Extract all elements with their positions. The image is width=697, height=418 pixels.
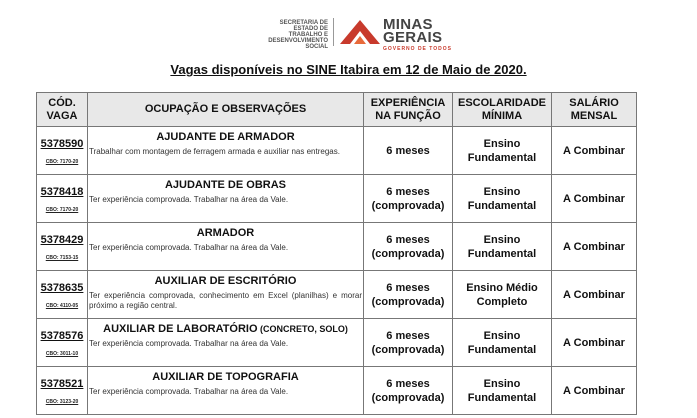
table-row (37, 175, 637, 223)
vacancies-table (36, 92, 637, 415)
cbo-code: CBO: 7153-15 (45, 254, 79, 261)
education-cell: Ensino Fundamental (453, 127, 552, 175)
salary-cell: A Combinar (552, 175, 637, 223)
cbo-code: CBO: 4110-05 (45, 302, 79, 309)
vacancy-code: 5378635 (40, 281, 84, 294)
column-header-experience: EXPERIÊNCIA NA FUNÇÃO (364, 93, 453, 127)
column-header-salary: SALÁRIO MENSAL (552, 93, 637, 127)
minas-gerais-logo-icon (340, 18, 380, 44)
vacancy-code-cell (37, 319, 88, 367)
occupation-notes: Ter experiência comprovada. Trabalhar na área da Vale. (89, 243, 289, 252)
table-row (37, 223, 637, 271)
vacancy-code-cell (37, 223, 88, 271)
occupation-name: AJUDANTE DE ARMADOR (156, 131, 295, 143)
occupation-notes: Ter experiência comprovada. Trabalhar na área da Vale. (89, 387, 289, 396)
occupation-cell (88, 223, 364, 271)
salary-cell: A Combinar (552, 271, 637, 319)
vacancy-code-cell (37, 367, 88, 415)
table-header-row (37, 93, 637, 127)
logo-subtitle: GOVERNO DE TODOS (383, 46, 452, 52)
occupation-notes: Ter experiência comprovada, conhecimento em Excel (planilhas) e morar próximo a região central. (89, 291, 362, 310)
table-row (37, 271, 637, 319)
occupation-name: AUXILIAR DE TOPOGRAFIA (152, 371, 299, 383)
column-header-education: ESCOLARIDADE MÍNIMA (453, 93, 552, 127)
occupation-cell (88, 319, 364, 367)
logo-title (383, 18, 453, 44)
secretaria-line: TRABALHO E (288, 32, 328, 38)
education-cell: Ensino Fundamental (453, 367, 552, 415)
vacancy-code: 5378418 (40, 185, 84, 198)
header-separator (333, 18, 334, 46)
table-row (37, 127, 637, 175)
secretaria-line: DESENVOLVIMENTO (268, 38, 328, 44)
salary-cell: A Combinar (552, 127, 637, 175)
experience-cell: 6 meses (364, 127, 453, 175)
secretaria-line: SOCIAL (305, 44, 328, 50)
occupation-cell (88, 271, 364, 319)
occupation-name: AUXILIAR DE LABORATÓRIO (CONCRETO, SOLO) (103, 323, 348, 335)
table-row (37, 319, 637, 367)
column-header-code: CÓD. VAGA (37, 93, 88, 127)
education-cell: Ensino Fundamental (453, 223, 552, 271)
vacancy-code-cell (37, 127, 88, 175)
occupation-cell (88, 175, 364, 223)
page-header (0, 6, 697, 50)
salary-cell: A Combinar (552, 223, 637, 271)
vacancy-code: 5378429 (40, 233, 84, 246)
column-header-occupation: OCUPAÇÃO E OBSERVAÇÕES (88, 93, 364, 127)
education-cell: Ensino Médio Completo (453, 271, 552, 319)
occupation-name: AUXILIAR DE ESCRITÓRIO (154, 275, 297, 287)
salary-cell: A Combinar (552, 319, 637, 367)
cbo-code: CBO: 7170-20 (45, 206, 79, 213)
experience-cell: 6 meses (comprovada) (364, 271, 453, 319)
cbo-code: CBO: 7170-20 (45, 158, 79, 165)
occupation-name: ARMADOR (196, 227, 255, 239)
experience-cell: 6 meses (comprovada) (364, 367, 453, 415)
education-cell: Ensino Fundamental (453, 175, 552, 223)
occupation-cell (88, 127, 364, 175)
education-cell: Ensino Fundamental (453, 319, 552, 367)
page-title: Vagas disponíveis no SINE Itabira em 12 de Maio de 2020. (170, 62, 527, 77)
table-row (37, 367, 637, 415)
vacancy-code-cell (37, 271, 88, 319)
occupation-notes: Ter experiência comprovada. Trabalhar na área da Vale. (89, 195, 289, 204)
occupation-notes: Trabalhar com montagem de ferragem armada e auxiliar nas entregas. (89, 147, 340, 156)
experience-cell: 6 meses (comprovada) (364, 319, 453, 367)
experience-cell: 6 meses (comprovada) (364, 223, 453, 271)
vacancy-code-cell (37, 175, 88, 223)
vacancy-code: 5378521 (40, 377, 84, 390)
occupation-name: AJUDANTE DE OBRAS (164, 179, 286, 191)
secretaria-text (262, 20, 328, 50)
secretaria-line: SECRETARIA DE ESTADO DE (279, 20, 328, 32)
experience-cell: 6 meses (comprovada) (364, 175, 453, 223)
salary-cell: A Combinar (552, 367, 637, 415)
vacancy-code: 5378590 (40, 137, 84, 150)
cbo-code: CBO: 3123-20 (45, 398, 79, 405)
logo-title-line: GERAIS (383, 29, 443, 46)
cbo-code: CBO: 3011-10 (45, 350, 79, 357)
occupation-cell (88, 367, 364, 415)
vacancy-code: 5378576 (40, 329, 84, 342)
occupation-notes: Ter experiência comprovada. Trabalhar na área da Vale. (89, 339, 289, 348)
logo-title-line: MINAS (383, 16, 433, 33)
